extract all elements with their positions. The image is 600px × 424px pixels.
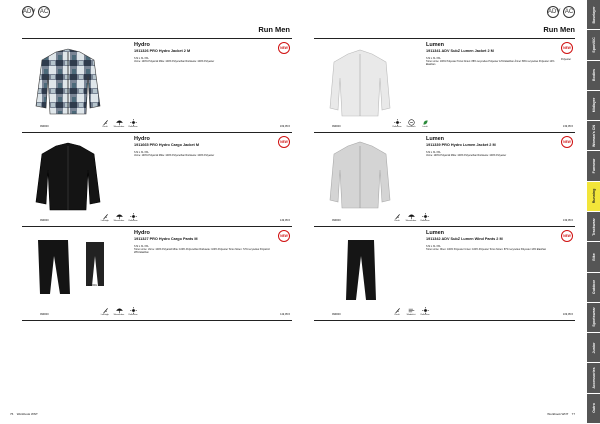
tab-label: Midlayer: [591, 98, 596, 113]
feature-item: Reflektion: [128, 307, 138, 316]
page-number: 76: [10, 412, 14, 416]
tab-label: Accessories: [591, 367, 596, 389]
ac-icon: AC: [563, 6, 575, 18]
feature-icons: [392, 119, 430, 128]
umbrella-icon: [116, 213, 123, 220]
feature-icons: [392, 307, 430, 316]
tab-label: Funwear: [591, 158, 596, 174]
product-sizes: S M L XL XXL: [134, 245, 149, 248]
product-name: 1911341 ADV SubZ Lumen Jacket 2 M: [426, 49, 494, 53]
ac-icon: AC: [38, 6, 50, 18]
page-number: 77: [571, 412, 575, 416]
new-badge: NEW: [278, 42, 290, 54]
divider: [314, 226, 575, 227]
tab-label: Sport/XC: [591, 37, 596, 53]
feature-item: Reflektion: [420, 307, 430, 316]
feather-icon: [102, 307, 109, 314]
tab-label: Outro: [591, 403, 596, 414]
footer-label: Workbook WNT: [547, 412, 569, 416]
product-price: 169,95 €: [279, 125, 290, 128]
feature-item: Leicht: [392, 213, 402, 222]
product-card[interactable]: [22, 228, 292, 320]
product-card[interactable]: [22, 134, 292, 226]
new-badge: NEW: [561, 230, 573, 242]
feature-item: Winddicht: [406, 307, 416, 316]
reflective-icon: [422, 213, 429, 220]
feature-item: Reflektion: [128, 119, 138, 128]
tab-label: Bodies: [591, 69, 596, 82]
reflective-icon: [130, 307, 137, 314]
product-card[interactable]: [22, 40, 292, 132]
tab-label: Baselayer: [591, 6, 596, 24]
new-badge: NEW: [278, 230, 290, 242]
divider: [22, 320, 292, 321]
hydro-lumen-jacket-image: [320, 140, 400, 212]
feature-item: Wasserabw.: [114, 213, 124, 222]
product-brand: Lumen: [426, 42, 445, 48]
product-price: 109,95 €: [562, 313, 573, 316]
product-sizes: S M L XL XXL: [426, 245, 441, 248]
side-note: Polyester: [561, 58, 571, 61]
product-material: Torso vorne: Oben: 100% Polyester Unten: 100% Polyester Torso hinten: 87% recyceltes Polyester 13% Elasthan: [426, 248, 547, 251]
thermal-icon: [408, 119, 415, 126]
footer-label: Workbook WNT: [16, 412, 38, 416]
product-brand: Lumen: [426, 230, 445, 236]
product-info: [134, 230, 272, 254]
feature-icons: [100, 119, 138, 128]
feather-icon: [394, 213, 401, 220]
category-title: Run Men: [258, 25, 290, 34]
product-sizes: S M L XL XXL: [426, 57, 441, 60]
reflective-icon: [422, 307, 429, 314]
adv-icon: ADV: [547, 6, 559, 18]
feature-icons: [100, 213, 138, 222]
page-footer-right: [547, 412, 575, 416]
product-brand: Hydro: [134, 42, 150, 48]
divider: [22, 132, 292, 133]
right-page: [300, 0, 587, 424]
product-sizes: S M L XL XXL: [426, 151, 441, 154]
product-color-code: 999000: [332, 219, 341, 222]
hydro-jacket-image: [28, 46, 108, 118]
product-name: 1911326 PRO Hydro Jacket 2 M: [134, 49, 191, 53]
new-badge: NEW: [561, 136, 573, 148]
category-tabs: [587, 0, 600, 424]
reflective-icon: [130, 213, 137, 220]
product-name: 1911342 ADV SubZ Lumen Wind Pants 2 M: [426, 237, 503, 241]
product-color-code: 999000: [40, 313, 49, 316]
tab-label: Woman's CN: [591, 124, 596, 147]
product-sizes: S M L XL XXL: [134, 151, 149, 154]
product-info: [426, 42, 555, 66]
feather-icon: [394, 307, 401, 314]
product-info: [426, 136, 555, 157]
new-badge: NEW: [561, 42, 573, 54]
feature-item: Leicht: [420, 119, 430, 128]
product-price: 119,95 €: [280, 313, 290, 316]
reflective-icon: [394, 119, 401, 126]
tab-woman-s-cn[interactable]: [587, 121, 600, 151]
divider: [314, 320, 575, 321]
tab-midlayer[interactable]: [587, 91, 600, 121]
product-card[interactable]: [314, 134, 575, 226]
product-price: 149,95 €: [279, 219, 290, 222]
divider: [314, 38, 575, 39]
feature-item: Wasserabw.: [406, 213, 416, 222]
product-sizes: S M L XL XXL: [134, 57, 149, 60]
product-color-code: 999000: [40, 125, 49, 128]
product-name: 1911327 PRO Hydro Cargo Pants M: [134, 237, 198, 241]
umbrella-icon: [116, 307, 123, 314]
feature-item: Wasserabw.: [114, 307, 124, 316]
product-name: 1911339 PRO Hydro Lumen Jacket 2 M: [426, 143, 496, 147]
tab-accessories[interactable]: [587, 363, 600, 393]
feature-item: Reflektion: [128, 213, 138, 222]
product-material: Vorne: 100% Polyamid Mitte: 100% Polyurethan Rückseite: 100% Polyester: [134, 60, 215, 63]
tab-label: Sportswear: [591, 307, 596, 328]
wind-icon: [408, 307, 415, 314]
tab-bodies[interactable]: [587, 61, 600, 91]
extra-color-code: 370000L: [88, 284, 98, 287]
lumen-jacket-image: [320, 46, 400, 118]
product-price: 139,95 €: [562, 125, 573, 128]
new-badge: NEW: [278, 136, 290, 148]
tab-outro[interactable]: [587, 394, 600, 424]
tab-label: Junior: [591, 342, 596, 354]
feature-item: Leicht: [392, 307, 402, 316]
tab-sport-xc[interactable]: [587, 30, 600, 60]
adv-icon: ADV: [22, 6, 34, 18]
product-color-code: 999000: [332, 125, 341, 128]
umbrella-icon: [116, 119, 123, 126]
product-price: 139,95 €: [562, 219, 573, 222]
top-icons-left: [22, 6, 50, 18]
product-card[interactable]: [314, 40, 575, 132]
product-brand: Lumen: [426, 136, 445, 142]
tab-outdoor[interactable]: [587, 273, 600, 303]
wind-pants-image: [320, 234, 400, 306]
cargo-jacket-image: [28, 140, 108, 212]
divider: [314, 132, 575, 133]
product-material: Vorne: 100% Polyamid Mitte: 100% Polyurethan Rückseite: 100% Polyester: [134, 154, 215, 157]
tab-junior[interactable]: [587, 333, 600, 363]
product-info: [426, 230, 555, 251]
product-brand: Hydro: [134, 136, 150, 142]
tab-label: Outdoor: [591, 280, 596, 295]
feature-item: Reflektion: [392, 119, 402, 128]
feature-item: Leicht: [100, 119, 110, 128]
product-material: Torso vorne: 100% Polyester Torso hinten: 88% recyceltes Polyester 12% Elasthan Ärmel: 86% recyceltes Polyester 14% Elasthan: [426, 60, 555, 66]
product-info: [134, 42, 272, 63]
umbrella-icon: [408, 213, 415, 220]
feature-icons: [392, 213, 430, 222]
tab-label: Bike: [591, 253, 596, 261]
tab-funwear[interactable]: [587, 151, 600, 181]
tab-bike[interactable]: [587, 242, 600, 272]
product-card[interactable]: [314, 228, 575, 320]
product-name: 1911665 PRO Hydro Cargo Jacket M: [134, 143, 199, 147]
feature-item: Thermisch: [406, 119, 416, 128]
product-material: Vorne: 100% Polyamid Mitte: 100% Polyurethan Rückseite: 100% Polyester: [426, 154, 507, 157]
product-material: Torso vorne: Vorne: 100% Polyamid Mitte: 100% Polyurethan Rückseite: 100% Polyester Torso hinten: 72% recyceltes Polyamid 28% Elasthan: [134, 248, 270, 254]
tab-label: Trackwear: [591, 217, 596, 236]
feature-icons: [100, 307, 138, 316]
product-info: [134, 136, 272, 157]
feature-item: Leichtigk.: [100, 307, 110, 316]
product-color-code: 999000: [40, 219, 49, 222]
feather-icon: [102, 213, 109, 220]
category-title: Run Men: [543, 25, 575, 34]
product-brand: Hydro: [134, 230, 150, 236]
tab-running[interactable]: [587, 182, 600, 212]
divider: [22, 38, 292, 39]
feature-item: Reflektion: [420, 213, 430, 222]
page-footer-left: [10, 412, 38, 416]
tab-label: Running: [591, 189, 596, 204]
tab-sportswear[interactable]: [587, 303, 600, 333]
top-icons-right: [547, 6, 575, 18]
feature-item: Wasserabw.: [114, 119, 124, 128]
feather-icon: [102, 119, 109, 126]
divider: [22, 226, 292, 227]
reflective-icon: [130, 119, 137, 126]
cargo-pants-image: [28, 234, 112, 306]
feature-item: Leichtigk.: [100, 213, 110, 222]
tab-trackwear[interactable]: [587, 212, 600, 242]
tab-baselayer[interactable]: [587, 0, 600, 30]
product-color-code: 999000: [332, 313, 341, 316]
leaf-icon: [422, 119, 429, 126]
